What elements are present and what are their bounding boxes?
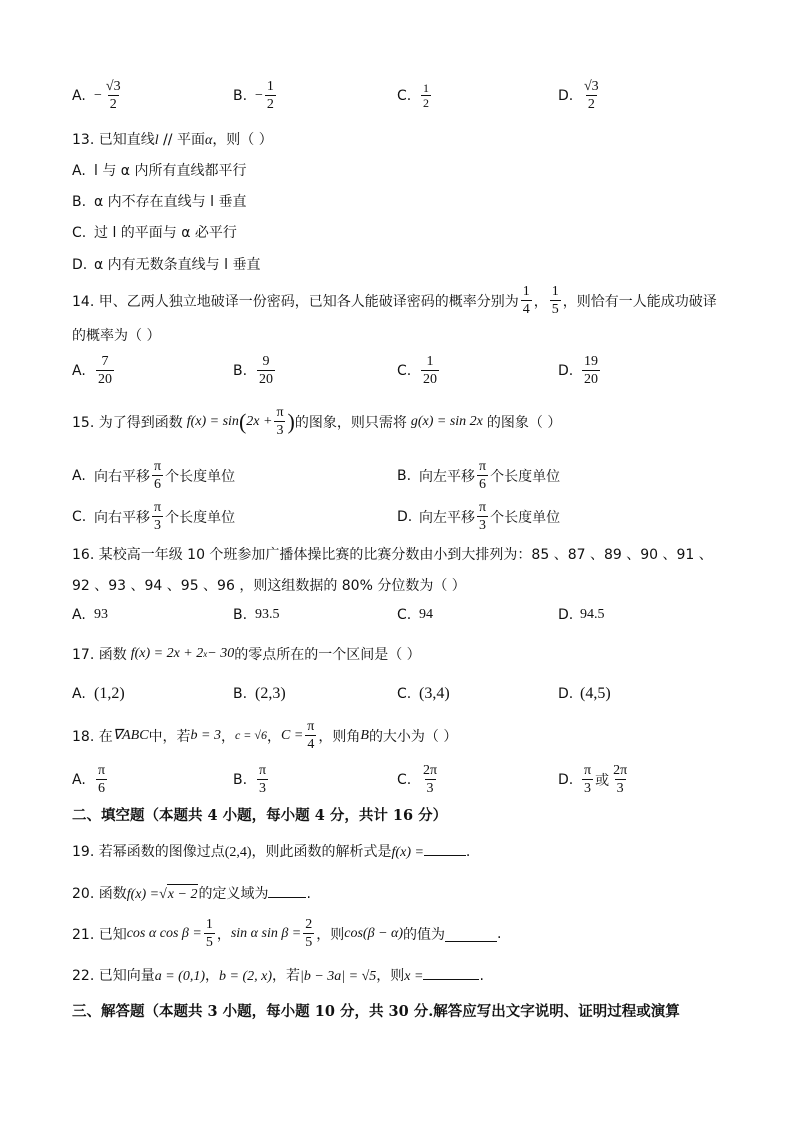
q13-option-d: D. α 内有无数条直线与 l 垂直 <box>72 257 261 273</box>
q18-option-d: D. $\frac{\pi}{3}$ 或 $\frac{2\pi}{3}$ <box>558 763 628 796</box>
q12-option-c: C. $\frac{1}{2}$ <box>397 81 429 110</box>
fraction: $\frac{2\pi}{3}$ <box>423 763 438 796</box>
fraction: $\frac{2}{5}$ <box>305 917 313 950</box>
fraction: $\frac{\pi}{3}$ <box>479 500 487 533</box>
q13-stem: 13. 已知直线l // 平面α，则（ ） <box>72 132 273 148</box>
q15-stem: 15. 为了得到函数 f(x) = sin ( 2x + $\frac{\pi}{3}$ ) 的图象，则只需将 g(x) = sin 2x 的图象（ ） <box>72 405 562 438</box>
q17-stem: 17. 函数 f(x) = 2x + 2 x − 30 的零点所在的一个区间是（ ） <box>72 646 421 663</box>
fraction: $\frac{1}{5}$ <box>205 917 213 950</box>
section-2-heading: 二、填空题（本题共 4 小题，每小题 4 分，共计 16 分） <box>72 807 448 824</box>
fraction: $\frac{√3}{2}$ <box>105 79 121 112</box>
section-3-heading: 三、解答题（本题共 3 小题，每小题 10 分，共 30 分.解答应写出文字说明、证明过程或演算 <box>72 1003 680 1020</box>
q18-stem: 18. 在 ∇ABC 中，若 b = 3 ， c = √6 ， C = $\frac{\pi}{4}$ ，则角 B 的大小为（ ） <box>72 719 458 752</box>
answer-blank[interactable] <box>268 897 306 898</box>
q17-option-d: D. (4,5) <box>558 685 611 702</box>
fraction: $\frac{\pi}{6}$ <box>479 459 487 492</box>
q14-option-c: C. $\frac{1}{20}$ <box>397 354 437 387</box>
fraction: $\frac{\pi}{6}$ <box>98 763 106 796</box>
q15-option-c: C. 向右平移 $\frac{\pi}{3}$ 个长度单位 <box>72 500 236 533</box>
q16-option-b: B. 93.5 <box>233 607 280 623</box>
fraction: $\frac{1}{2}$ <box>266 79 274 112</box>
fraction: $\frac{\pi}{3}$ <box>154 500 162 533</box>
fraction: $\frac{\pi}{3}$ <box>276 405 284 438</box>
q16-option-d: D. 94.5 <box>558 607 605 623</box>
fraction: $\frac{2\pi}{3}$ <box>613 763 628 796</box>
q21-stem: 21. 已知 cos α cos β = $\frac{1}{5}$ ， sin α sin β = $\frac{2}{5}$ ，则 cos(β − α) 的值为 . <box>72 917 502 950</box>
answer-blank[interactable] <box>423 979 479 980</box>
fraction: $\frac{\pi}{3}$ <box>584 763 592 796</box>
answer-blank[interactable] <box>445 925 497 942</box>
q13-option-a: A. l 与 α 内所有直线都平行 <box>72 163 247 179</box>
fraction: $\frac{1}{20}$ <box>423 354 437 387</box>
q16-option-a: A. 93 <box>72 607 108 623</box>
fraction: $\frac{7}{20}$ <box>98 354 112 387</box>
q17-option-a: A. (1,2) <box>72 685 125 702</box>
fraction: $\frac{1}{5}$ <box>551 284 559 317</box>
q15-option-a: A. 向右平移 $\frac{\pi}{6}$ 个长度单位 <box>72 459 236 492</box>
q18-option-c: C. $\frac{2\pi}{3}$ <box>397 763 438 796</box>
fraction: $\frac{\pi}{6}$ <box>154 459 162 492</box>
fraction: $\frac{9}{20}$ <box>259 354 273 387</box>
q14-option-d: D. $\frac{19}{20}$ <box>558 354 598 387</box>
q16-stem-line1: 16. 某校高一年级 10 个班参加广播体操比赛的比赛分数由小到大排列为：85 、87 、89 、90 、91 、 <box>72 547 713 563</box>
q15-option-b: B. 向左平移 $\frac{\pi}{6}$ 个长度单位 <box>397 459 561 492</box>
q22-stem: 22. 已知向量a = (0,1)，b = (2, x)，若|b − 3a| = √5，则x = . <box>72 968 484 984</box>
fraction: $\frac{√3}{2}$ <box>584 79 599 112</box>
q14-option-b: B. $\frac{9}{20}$ <box>233 354 273 387</box>
q12-option-d: D. $\frac{√3}{2}$ <box>558 79 599 112</box>
q20-stem: 20. 函数f(x) =√x − 2的定义域为 . <box>72 884 311 905</box>
fraction: $\frac{1}{4}$ <box>522 284 530 317</box>
q13-option-c: C. 过 l 的平面与 α 必平行 <box>72 225 237 241</box>
q15-option-d: D. 向左平移 $\frac{\pi}{3}$ 个长度单位 <box>397 500 561 533</box>
q18-option-a: A. $\frac{\pi}{6}$ <box>72 763 106 796</box>
q19-stem: 19. 若幂函数的图像过点(2,4)，则此函数的解析式是f(x) = . <box>72 844 471 860</box>
fraction: $\frac{1}{2}$ <box>423 81 429 110</box>
q13-option-b: B. α 内不存在直线与 l 垂直 <box>72 194 247 210</box>
answer-blank[interactable] <box>424 855 466 856</box>
fraction: $\frac{\pi}{3}$ <box>259 763 267 796</box>
q16-option-c: C. 94 <box>397 607 433 623</box>
q14-stem-line1: 14. 甲、乙两人独立地破译一份密码，已知各人能破译密码的概率分别为 $\frac{1}{4}$ ， $\frac{1}{5}$ ，则恰有一人能成功破译 <box>72 284 717 317</box>
q14-option-a: A. $\frac{7}{20}$ <box>72 354 112 387</box>
q17-option-c: C. (3,4) <box>397 685 450 702</box>
q18-option-b: B. $\frac{\pi}{3}$ <box>233 763 267 796</box>
q17-option-b: B. (2,3) <box>233 685 286 702</box>
fraction: $\frac{\pi}{4}$ <box>307 719 315 752</box>
q12-option-b: B. − $\frac{1}{2}$ <box>233 79 274 112</box>
q14-stem-line2: 的概率为（ ） <box>72 328 161 344</box>
q16-stem-line2: 92 、93 、94 、95 、96 ，则这组数据的 80% 分位数为（ ） <box>72 578 466 594</box>
q12-option-a: A. − $\frac{√3}{2}$ <box>72 79 121 112</box>
fraction: $\frac{19}{20}$ <box>584 354 598 387</box>
